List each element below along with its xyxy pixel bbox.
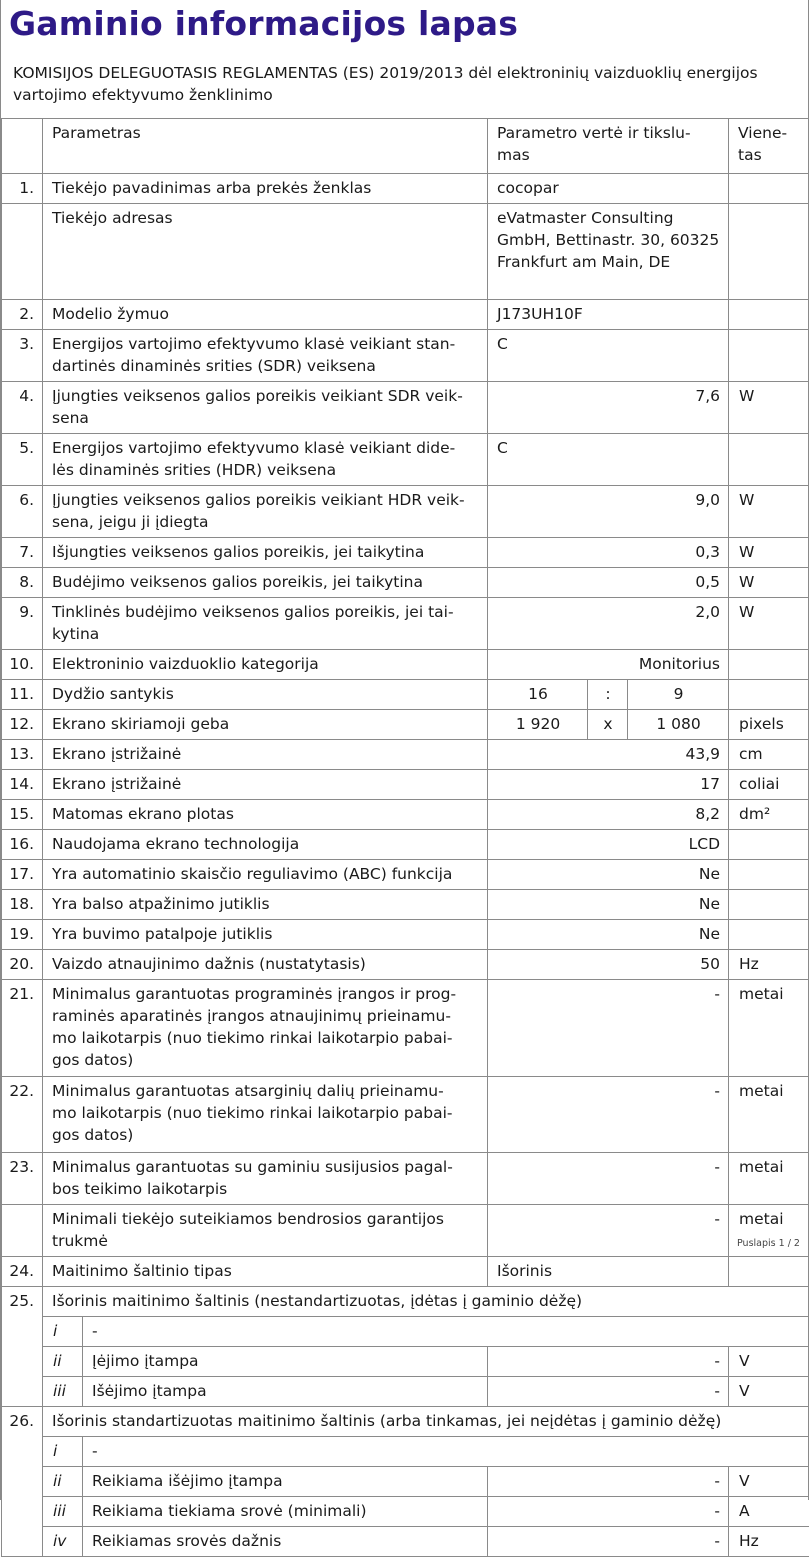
row-param: Įjungties veiksenos galios poreikis veikiant HDR veik- sena, jeigu ji įdiegta — [43, 486, 488, 538]
row-value: C — [488, 330, 729, 382]
table-row — [2, 710, 809, 740]
table-row — [2, 330, 809, 382]
table-row — [2, 568, 809, 598]
table-subrow — [2, 1467, 809, 1497]
row-unit: dm² — [729, 800, 809, 830]
table-row — [2, 890, 809, 920]
row-number: 22. — [2, 1077, 43, 1153]
row-unit: metai — [729, 1153, 809, 1205]
header-param: Parametras — [43, 119, 488, 174]
table-row — [2, 1407, 809, 1437]
row-param: Energijos vartojimo efektyvumo klasė veikiant stan- dartinės dinaminės srities (SDR) veiksena — [43, 330, 488, 382]
row-number — [2, 1205, 43, 1257]
row-number: 14. — [2, 770, 43, 800]
row-param: Ekrano įstrižainė — [43, 770, 488, 800]
row-param: Minimalus garantuotas programinės įrangos ir prog- raminės aparatinės įrangos atnaujinimų prieinamu- mo laikotarpis (nuo tiekimo rinkai laikotarpio pabai- gos datos) — [43, 980, 488, 1077]
row-unit — [729, 650, 809, 680]
row-number: 23. — [2, 1153, 43, 1205]
row-value: 0,5 — [488, 568, 729, 598]
table-row — [2, 204, 809, 300]
table-row — [2, 1153, 809, 1205]
row-number: 7. — [2, 538, 43, 568]
row-unit — [729, 204, 809, 300]
row-number: 15. — [2, 800, 43, 830]
subrow-index: i — [43, 1437, 83, 1467]
row-unit — [729, 300, 809, 330]
table-row — [2, 382, 809, 434]
resolution-separator: x — [588, 710, 628, 740]
table-subrow — [2, 1437, 809, 1467]
row-param: Ekrano įstrižainė — [43, 740, 488, 770]
table-subrow — [2, 1497, 809, 1527]
row-number: 1. — [2, 174, 43, 204]
subrow-param: - — [83, 1437, 809, 1467]
row-unit — [729, 890, 809, 920]
row-unit: coliai — [729, 770, 809, 800]
row-value: - — [488, 980, 729, 1077]
subrow-param: Įėjimo įtampa — [83, 1347, 488, 1377]
row-param: Įjungties veiksenos galios poreikis veikiant SDR veik- sena — [43, 382, 488, 434]
table-header-row — [2, 119, 809, 174]
row-param: Išorinis standartizuotas maitinimo šaltinis (arba tinkamas, jei neįdėtas į gaminio dėžę) — [43, 1407, 809, 1437]
row-unit — [729, 860, 809, 890]
subrow-param: - — [83, 1317, 809, 1347]
row-value: 8,2 — [488, 800, 729, 830]
row-value: Ne — [488, 920, 729, 950]
subrow-index: iii — [43, 1497, 83, 1527]
row-unit: metai — [729, 980, 809, 1077]
table-row — [2, 830, 809, 860]
row-number: 5. — [2, 434, 43, 486]
row-number: 8. — [2, 568, 43, 598]
subrow-value: - — [488, 1347, 729, 1377]
table-row — [2, 650, 809, 680]
row-number: 18. — [2, 890, 43, 920]
row-param: Išjungties veiksenos galios poreikis, jei taikytina — [43, 538, 488, 568]
row-number: 10. — [2, 650, 43, 680]
row-unit: cm — [729, 740, 809, 770]
row-unit: W — [729, 568, 809, 598]
table-subrow — [2, 1317, 809, 1347]
subrow-unit: V — [729, 1467, 809, 1497]
table-subrow — [2, 1377, 809, 1407]
row-param: Tinklinės budėjimo veiksenos galios poreikis, jei tai- kytina — [43, 598, 488, 650]
table-row — [2, 980, 809, 1077]
subrow-value: - — [488, 1467, 729, 1497]
table-row — [2, 538, 809, 568]
row-value: Ne — [488, 890, 729, 920]
row-value: 7,6 — [488, 382, 729, 434]
row-value: Išorinis — [488, 1257, 729, 1287]
subrow-unit: A — [729, 1497, 809, 1527]
row-number: 4. — [2, 382, 43, 434]
table-subrow — [2, 1347, 809, 1377]
subrow-unit: V — [729, 1347, 809, 1377]
ratio-height: 9 — [628, 680, 729, 710]
subrow-param: Reikiamas srovės dažnis — [83, 1527, 488, 1557]
row-param: Yra balso atpažinimo jutiklis — [43, 890, 488, 920]
subrow-value: - — [488, 1527, 729, 1557]
row-number: 17. — [2, 860, 43, 890]
row-value: 2,0 — [488, 598, 729, 650]
row-value: 50 — [488, 950, 729, 980]
table-row — [2, 740, 809, 770]
row-number: 19. — [2, 920, 43, 950]
row-number: 2. — [2, 300, 43, 330]
subrow-index: iv — [43, 1527, 83, 1557]
row-number: 16. — [2, 830, 43, 860]
row-value: Ne — [488, 860, 729, 890]
row-param: Yra automatinio skaisčio reguliavimo (ABC) funkcija — [43, 860, 488, 890]
subrow-index: i — [43, 1317, 83, 1347]
row-param: Ekrano skiriamoji geba — [43, 710, 488, 740]
row-param: Budėjimo veiksenos galios poreikis, jei taikytina — [43, 568, 488, 598]
page-title: Gaminio informacijos lapas — [9, 4, 518, 43]
row-number: 3. — [2, 330, 43, 382]
row-param: Minimalus garantuotas su gaminiu susijusios pagal- bos teikimo laikotarpis — [43, 1153, 488, 1205]
subrow-param: Reikiama tiekiama srovė (minimali) — [83, 1497, 488, 1527]
subrow-value: - — [488, 1377, 729, 1407]
subrow-index: ii — [43, 1347, 83, 1377]
row-unit: metai — [729, 1077, 809, 1153]
row-value: 43,9 — [488, 740, 729, 770]
row-number: 20. — [2, 950, 43, 980]
row-param: Išorinis maitinimo šaltinis (nestandartizuotas, įdėtas į gaminio dėžę) — [43, 1287, 809, 1317]
row-value: Monitorius — [488, 650, 729, 680]
row-param: Minimali tiekėjo suteikiamos bendrosios garantijos trukmė — [43, 1205, 488, 1257]
info-table — [1, 118, 809, 1557]
subrow-value: - — [488, 1497, 729, 1527]
table-row — [2, 1287, 809, 1317]
row-unit: metai — [729, 1205, 809, 1257]
table-row — [2, 1257, 809, 1287]
subrow-unit: Hz — [729, 1527, 809, 1557]
row-number: 6. — [2, 486, 43, 538]
table-row — [2, 1205, 809, 1257]
row-number: 13. — [2, 740, 43, 770]
row-unit: pixels — [729, 710, 809, 740]
row-value: 9,0 — [488, 486, 729, 538]
row-value: - — [488, 1205, 729, 1257]
row-param: Tiekėjo pavadinimas arba prekės ženklas — [43, 174, 488, 204]
row-value: LCD — [488, 830, 729, 860]
row-param: Modelio žymuo — [43, 300, 488, 330]
row-param: Naudojama ekrano technologija — [43, 830, 488, 860]
subrow-param: Reikiama išėjimo įtampa — [83, 1467, 488, 1497]
row-unit — [729, 920, 809, 950]
row-unit — [729, 1257, 809, 1287]
row-value: 17 — [488, 770, 729, 800]
row-unit — [729, 434, 809, 486]
row-value: C — [488, 434, 729, 486]
table-row — [2, 434, 809, 486]
resolution-height: 1 080 — [628, 710, 729, 740]
subrow-param: Išėjimo įtampa — [83, 1377, 488, 1407]
table-row — [2, 800, 809, 830]
header-unit: Viene- tas — [729, 119, 809, 174]
row-number: 11. — [2, 680, 43, 710]
row-param: Vaizdo atnaujinimo dažnis (nustatytasis) — [43, 950, 488, 980]
subrow-index: iii — [43, 1377, 83, 1407]
row-unit: W — [729, 538, 809, 568]
row-number: 21. — [2, 980, 43, 1077]
row-unit — [729, 680, 809, 710]
row-number — [2, 204, 43, 300]
header-value: Parametro vertė ir tikslu- mas — [488, 119, 729, 174]
page-number: Puslapis 1 / 2 — [735, 1238, 802, 1249]
row-number: 9. — [2, 598, 43, 650]
row-number: 26. — [2, 1407, 43, 1557]
row-value: J173UH10F — [488, 300, 729, 330]
table-row — [2, 680, 809, 710]
row-unit: W — [729, 486, 809, 538]
row-value: cocopar — [488, 174, 729, 204]
row-param: Tiekėjo adresas — [43, 204, 488, 300]
ratio-separator: : — [588, 680, 628, 710]
row-number: 25. — [2, 1287, 43, 1407]
table-row — [2, 860, 809, 890]
ratio-width: 16 — [488, 680, 588, 710]
row-param: Elektroninio vaizduoklio kategorija — [43, 650, 488, 680]
table-row — [2, 598, 809, 650]
row-value: eVatmaster Consulting GmbH, Bettinastr. 30, 60325 Frankfurt am Main, DE — [488, 204, 729, 300]
row-param: Yra buvimo patalpoje jutiklis — [43, 920, 488, 950]
row-unit — [729, 174, 809, 204]
row-unit — [729, 330, 809, 382]
row-number: 12. — [2, 710, 43, 740]
table-row — [2, 1077, 809, 1153]
row-param: Energijos vartojimo efektyvumo klasė veikiant dide- lės dinaminės srities (HDR) veiksena — [43, 434, 488, 486]
row-unit: Hz — [729, 950, 809, 980]
row-unit: W — [729, 382, 809, 434]
row-param: Minimalus garantuotas atsarginių dalių prieinamu- mo laikotarpis (nuo tiekimo rinkai laikotarpio pabai- gos datos) — [43, 1077, 488, 1153]
row-value: - — [488, 1077, 729, 1153]
row-unit: W — [729, 598, 809, 650]
table-row — [2, 770, 809, 800]
row-param: Matomas ekrano plotas — [43, 800, 488, 830]
table-row — [2, 174, 809, 204]
table-row — [2, 486, 809, 538]
subrow-index: ii — [43, 1467, 83, 1497]
table-row — [2, 920, 809, 950]
subrow-unit: V — [729, 1377, 809, 1407]
table-row — [2, 950, 809, 980]
row-param: Dydžio santykis — [43, 680, 488, 710]
row-value: - — [488, 1153, 729, 1205]
table-row — [2, 300, 809, 330]
header-num-cell — [2, 119, 43, 174]
row-value: 0,3 — [488, 538, 729, 568]
page-subtitle: KOMISIJOS DELEGUOTASIS REGLAMENTAS (ES) 2019/2013 dėl elektroninių vaizduoklių energijos vartojimo efektyvumo ženklinimo — [13, 62, 798, 106]
row-param: Maitinimo šaltinio tipas — [43, 1257, 488, 1287]
row-number: 24. — [2, 1257, 43, 1287]
row-unit — [729, 830, 809, 860]
resolution-width: 1 920 — [488, 710, 588, 740]
table-subrow — [2, 1527, 809, 1557]
